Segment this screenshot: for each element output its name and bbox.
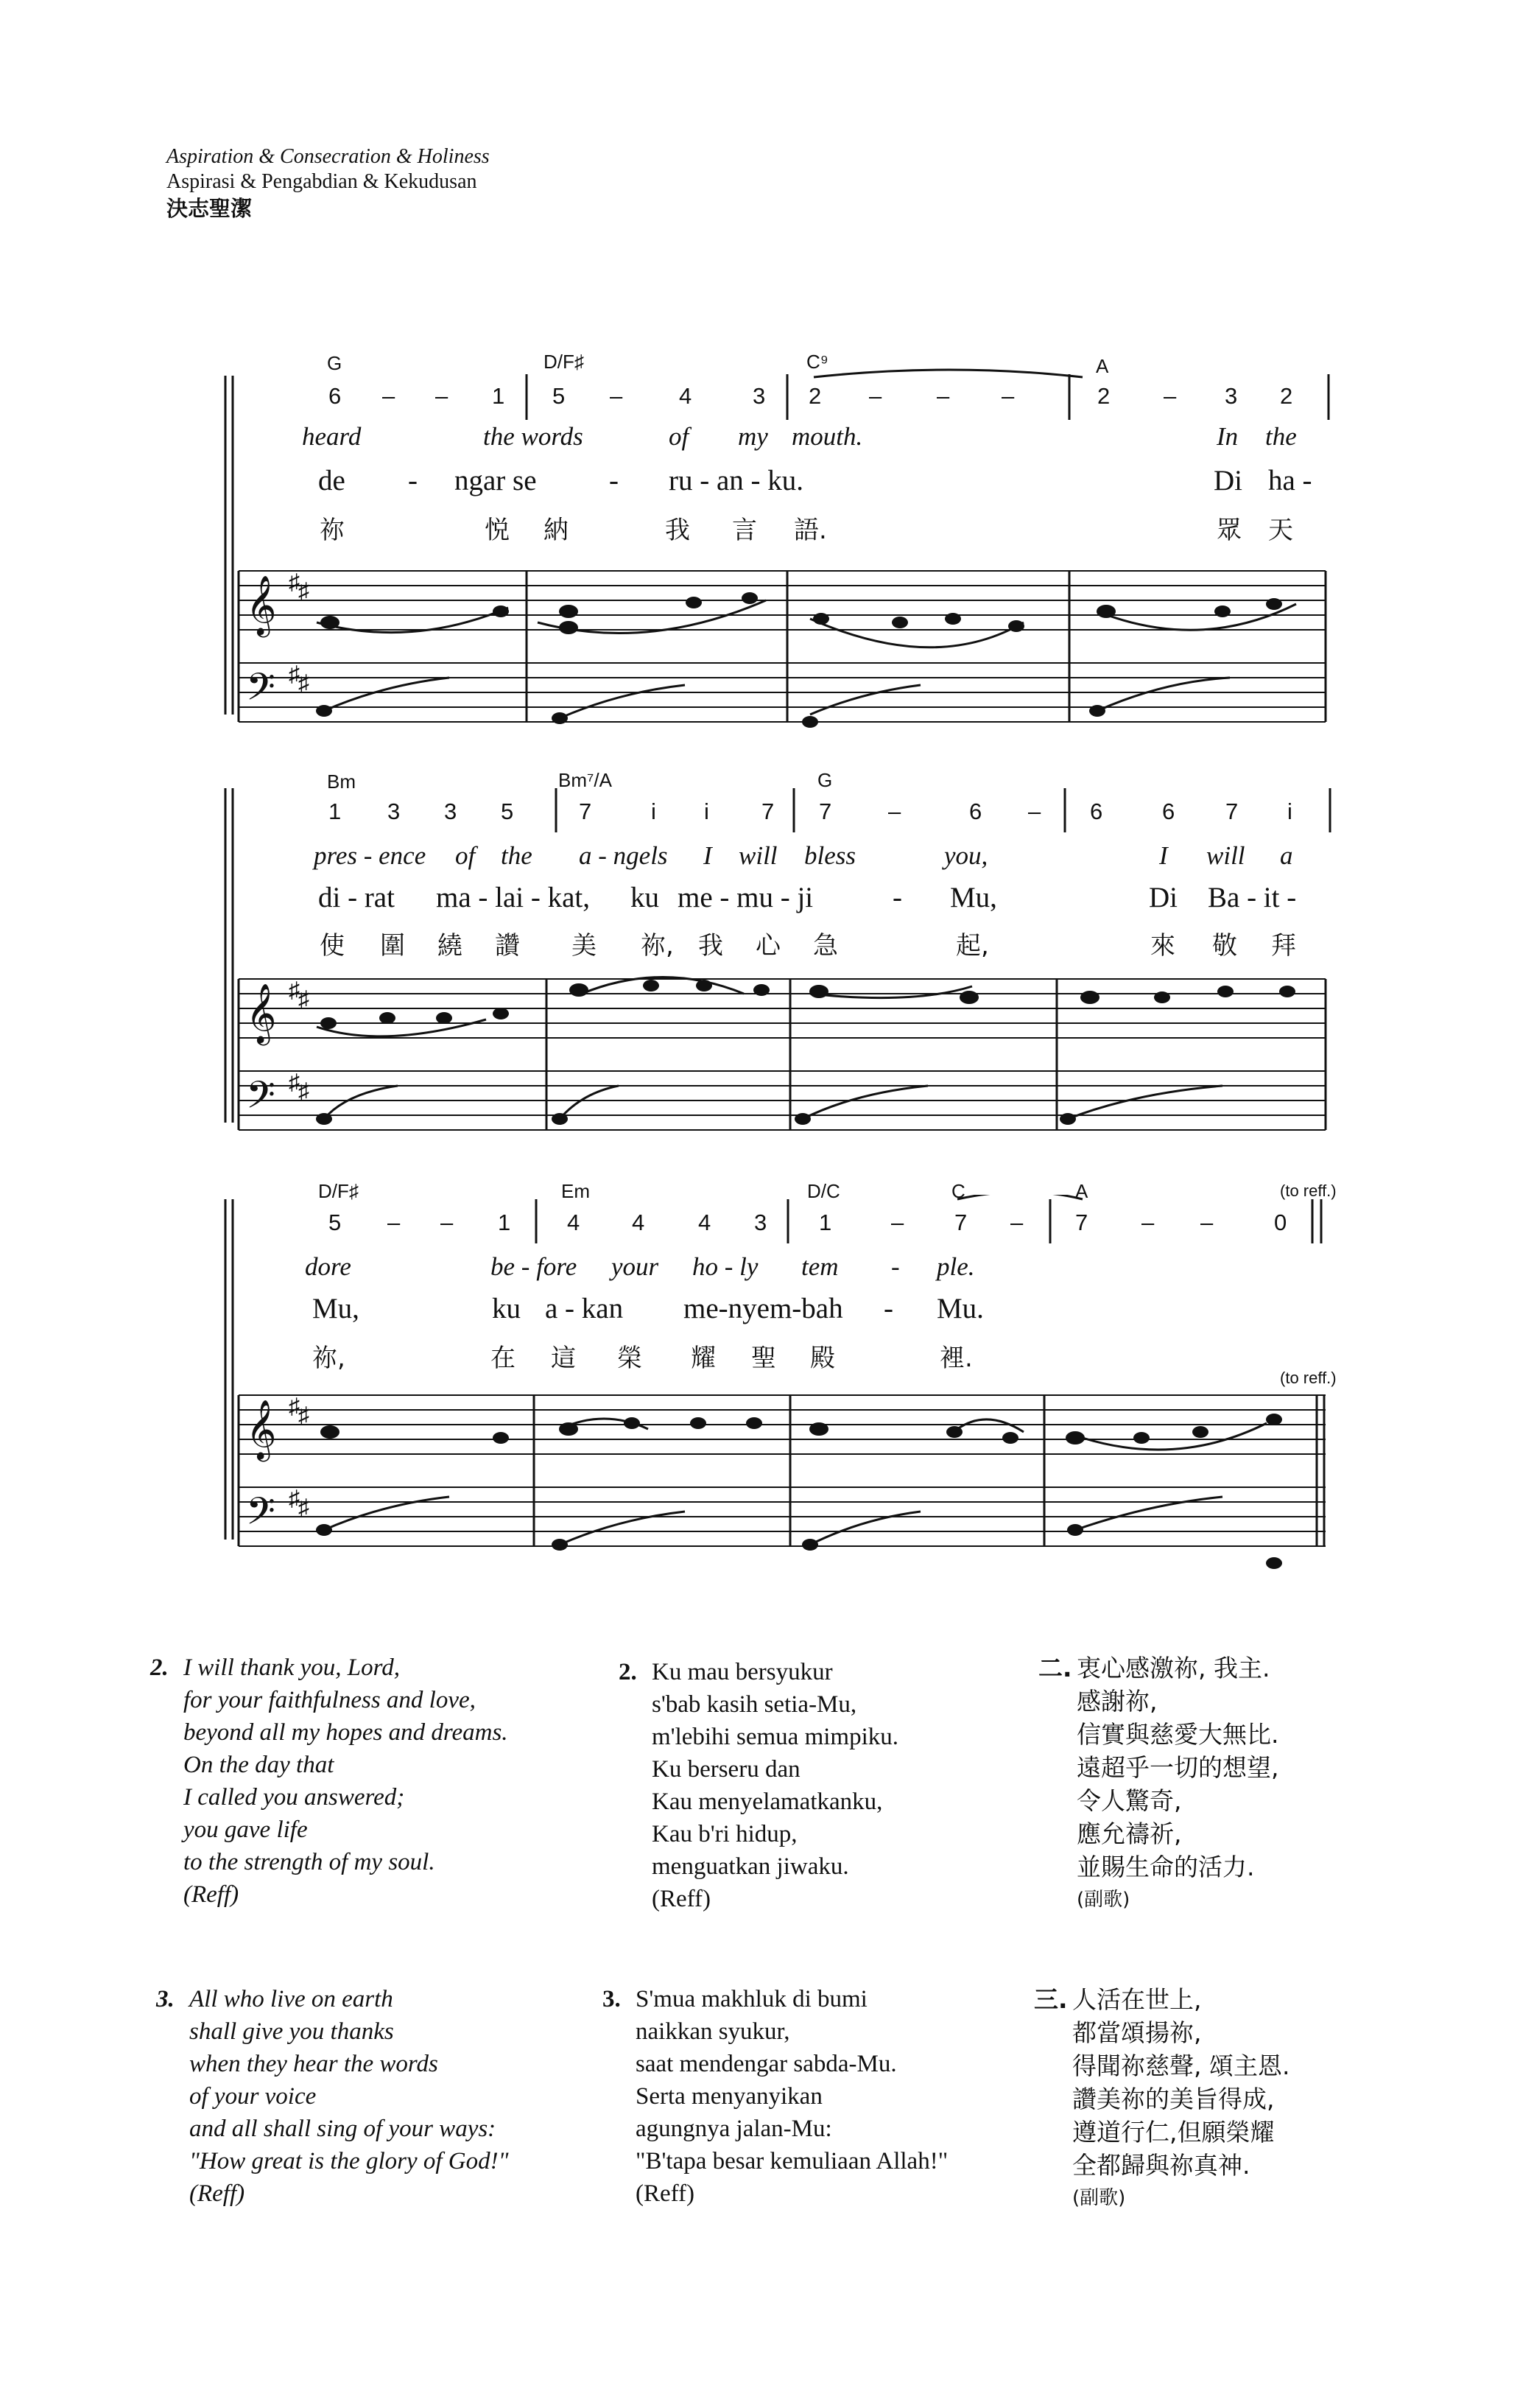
lyric-indonesian: ku — [630, 882, 659, 913]
lyric-english: In — [1217, 422, 1239, 451]
svg-text:𝄢: 𝄢 — [246, 664, 275, 718]
lyric-chinese: 聖 — [751, 1344, 776, 1373]
verse-3-english — [156, 1983, 508, 2210]
lyric-chinese: 敬 — [1212, 931, 1237, 961]
verse-number: 3. — [602, 1986, 621, 2012]
lyric-chinese: 祢, — [641, 931, 674, 961]
verse-3-chinese — [1034, 1983, 1289, 2215]
lyric-indonesian: di - rat — [318, 882, 395, 913]
chord: Bm — [327, 771, 356, 793]
lyric-indonesian: me-nyem-bah — [683, 1293, 843, 1324]
numbered-note: 7 — [761, 798, 775, 824]
chord: A — [1075, 1180, 1088, 1202]
lyric-indonesian: ha - — [1268, 465, 1312, 496]
numbered-note: 1 — [498, 1210, 511, 1235]
lyric-indonesian: Mu, — [950, 882, 997, 913]
numbered-note: 3 — [753, 383, 766, 409]
lyric-chinese: 使 — [320, 931, 345, 961]
verse-line: for your faithfulness and love, — [183, 1687, 476, 1713]
numbered-note: – — [1028, 798, 1041, 824]
to-refrain-mark: (to reff.) — [1280, 1369, 1337, 1387]
svg-text:𝄞: 𝄞 — [246, 983, 277, 1043]
numbered-note: 7 — [579, 798, 592, 824]
lyric-english: a - ngels — [579, 841, 668, 870]
verse-line: I called you answered; — [183, 1784, 405, 1811]
verse-line: beyond all my hopes and dreams. — [183, 1719, 508, 1746]
verse-line: (Reff) — [183, 1881, 239, 1908]
verse-number: 三. — [1034, 1985, 1068, 2014]
lyric-english: - — [891, 1252, 900, 1281]
lyric-english: I — [1159, 841, 1168, 870]
lyric-english: heard — [302, 422, 362, 451]
numbered-note: – — [435, 383, 448, 409]
numbered-note: – — [1200, 1210, 1214, 1235]
lyric-chinese: 殿 — [810, 1344, 835, 1373]
lyric-indonesian: a - kan — [545, 1293, 624, 1324]
verse-line: (Reff) — [189, 2180, 245, 2207]
lyric-english: ho - ly — [692, 1252, 759, 1281]
lyric-english: of — [455, 841, 476, 870]
lyric-indonesian: ma - lai - kat, — [436, 882, 590, 913]
verse-line: agungnya jalan-Mu: — [636, 2116, 832, 2142]
lyric-indonesian: de — [318, 465, 345, 496]
verse-line: Serta menyanyikan — [636, 2083, 823, 2110]
chord: D/C — [807, 1180, 840, 1202]
lyric-chinese: 耀 — [691, 1344, 716, 1373]
verse-line: Kau menyelamatkanku, — [652, 1789, 883, 1815]
lyric-english: tem — [801, 1252, 839, 1281]
numbered-note: 1 — [328, 798, 342, 824]
chord: A — [1096, 355, 1109, 377]
verse-line: All who live on earth — [189, 1986, 393, 2012]
verse-line: to the strength of my soul. — [183, 1849, 435, 1875]
lyric-chinese: 在 — [490, 1344, 516, 1373]
svg-text:𝄞: 𝄞 — [246, 1399, 277, 1459]
verse-line: of your voice — [189, 2083, 317, 2110]
svg-text:𝄞: 𝄞 — [246, 575, 277, 635]
numbered-note: 6 — [1162, 798, 1175, 824]
svg-text:♯: ♯ — [298, 1079, 309, 1103]
refrain-note: (副歌) — [1072, 2187, 1126, 2209]
numbered-note: 7 — [1075, 1210, 1088, 1235]
lyric-english: you, — [944, 841, 988, 870]
verse-line: I will thank you, Lord, — [183, 1654, 400, 1681]
chord: C — [951, 1180, 965, 1202]
chord: G — [817, 769, 833, 791]
lyric-english: your — [611, 1252, 659, 1281]
lyric-chinese: 心 — [756, 931, 781, 961]
verse-line: (Reff) — [652, 1886, 711, 1912]
lyric-chinese: 榮 — [617, 1344, 642, 1373]
lyric-english: of — [669, 422, 689, 451]
svg-text:♯: ♯ — [289, 978, 300, 1003]
chord: C⁹ — [806, 351, 828, 373]
verse-line: menguatkan jiwaku. — [652, 1853, 849, 1880]
lyric-indonesian: Mu, — [312, 1293, 359, 1324]
lyric-chinese: 我 — [698, 931, 723, 961]
svg-text:♯: ♯ — [289, 662, 300, 687]
lyric-chinese: 語. — [794, 516, 827, 545]
verse-line: (Reff) — [636, 2180, 695, 2207]
numbered-note: 6 — [328, 383, 342, 409]
svg-text:𝄢: 𝄢 — [246, 1489, 275, 1542]
verse-line: 全都歸與祢真神. — [1072, 2151, 1250, 2180]
verse-line: "B'tapa besar kemuliaan Allah!" — [636, 2148, 949, 2174]
lyric-chinese: 急 — [813, 931, 838, 961]
chord: Bm⁷/A — [558, 769, 612, 791]
verse-2-chinese — [1038, 1651, 1279, 1917]
verse-line: 信實與慈愛大無比. — [1077, 1720, 1279, 1749]
lyric-indonesian: Ba - it - — [1208, 882, 1297, 913]
lyric-chinese: 圍 — [380, 931, 405, 961]
verse-line: naikkan syukur, — [636, 2018, 790, 2045]
numbered-note: 7 — [819, 798, 832, 824]
numbered-note: – — [1164, 383, 1177, 409]
lyric-chinese: 言 — [732, 516, 757, 545]
lyric-chinese: 來 — [1150, 931, 1175, 961]
verse-line: Kau b'ri hidup, — [652, 1821, 798, 1847]
svg-text:♯: ♯ — [298, 671, 309, 695]
verse-line: 讚美祢的美旨得成, — [1072, 2085, 1275, 2113]
lyric-chinese: 拜 — [1271, 931, 1296, 961]
lyric-chinese: 裡. — [940, 1344, 973, 1373]
svg-text:♯: ♯ — [298, 987, 309, 1011]
lyric-indonesian: - — [893, 882, 902, 913]
lyric-indonesian: Di — [1214, 465, 1242, 496]
numbered-note: 1 — [492, 383, 505, 409]
lyric-chinese: 悦 — [485, 516, 510, 545]
lyric-indonesian: ru - an - ku. — [669, 465, 804, 496]
verse-line: 得聞祢慈聲, 頌主恩. — [1072, 2051, 1290, 2080]
chord: D/F♯ — [318, 1180, 359, 1202]
lyric-english: ple. — [937, 1252, 975, 1281]
numbered-note: – — [888, 798, 901, 824]
numbered-note: – — [610, 383, 623, 409]
lyric-english: be - fore — [490, 1252, 577, 1281]
verse-line: Ku mau bersyukur — [652, 1659, 833, 1685]
chord: D/F♯ — [543, 351, 584, 373]
svg-text:♯: ♯ — [289, 570, 300, 594]
lyric-indonesian: Di — [1149, 882, 1178, 913]
svg-text:♯: ♯ — [298, 1403, 309, 1428]
numbered-note: – — [440, 1210, 454, 1235]
numbered-note: – — [1141, 1210, 1155, 1235]
lyric-chinese: 這 — [551, 1344, 576, 1373]
numbered-note: 7 — [1225, 798, 1239, 824]
category-english: Aspiration & Consecration & Holiness — [166, 145, 490, 168]
lyric-indonesian: ku — [492, 1293, 521, 1324]
numbered-note: 2 — [1280, 383, 1293, 409]
verse-number: 3. — [156, 1986, 175, 2012]
verse-line: saat mendengar sabda-Mu. — [636, 2051, 897, 2077]
verse-number: 2. — [619, 1659, 637, 1685]
verse-line: s'bab kasih setia-Mu, — [652, 1691, 857, 1718]
to-refrain-mark: (to reff.) — [1280, 1182, 1337, 1200]
numbered-note: 3 — [1225, 383, 1238, 409]
numbered-note: – — [1002, 383, 1015, 409]
verse-3-indonesian — [602, 1983, 948, 2210]
chord: G — [327, 352, 342, 374]
verse-line: 遠超乎一切的想望, — [1077, 1753, 1279, 1782]
numbered-note: 6 — [1090, 798, 1103, 824]
lyric-chinese: 祢 — [320, 516, 345, 545]
verse-line: 人活在世上, — [1072, 1985, 1202, 2014]
lyric-chinese: 起, — [956, 931, 989, 961]
svg-text:♯: ♯ — [289, 1394, 300, 1419]
lyric-english: will — [739, 841, 778, 870]
verse-line: "How great is the glory of God!" — [189, 2148, 509, 2174]
verse-line: 都當頌揚祢, — [1072, 2018, 1202, 2047]
svg-text:♯: ♯ — [298, 579, 309, 603]
category-chinese: 決志聖潔 — [166, 196, 253, 221]
lyric-english: mouth. — [792, 422, 863, 451]
verse-line: you gave life — [183, 1816, 308, 1843]
numbered-note: 4 — [679, 383, 692, 409]
lyric-chinese: 讚 — [495, 931, 520, 961]
numbered-note: 6 — [969, 798, 982, 824]
numbered-note: 2 — [1097, 383, 1111, 409]
lyric-chinese: 美 — [571, 931, 597, 961]
verse-line: and all shall sing of your ways: — [189, 2116, 496, 2142]
lyric-english: dore — [305, 1252, 351, 1281]
verse-line: 並賜生命的活力. — [1077, 1853, 1255, 1881]
lyric-indonesian: - — [408, 465, 418, 496]
chord: Em — [561, 1180, 590, 1202]
svg-text:♯: ♯ — [289, 1486, 300, 1511]
numbered-note: – — [1010, 1210, 1024, 1235]
lyric-english: pres - ence — [314, 841, 426, 870]
svg-text:♯: ♯ — [298, 1495, 309, 1520]
svg-text:𝄢: 𝄢 — [246, 1073, 275, 1126]
lyric-english: the — [501, 841, 532, 870]
numbered-note: 1 — [819, 1210, 832, 1235]
category-indonesian: Aspirasi & Pengabdian & Kekudusan — [166, 170, 477, 193]
numbered-note: 5 — [552, 383, 566, 409]
svg-text:♯: ♯ — [289, 1070, 300, 1095]
verse-line: 感謝祢, — [1077, 1687, 1158, 1716]
verse-number: 2. — [150, 1654, 169, 1681]
numbered-note: – — [937, 383, 950, 409]
numbered-note: 4 — [632, 1210, 645, 1235]
lyric-indonesian: me - mu - ji — [678, 882, 814, 913]
staff-system-3 — [0, 1195, 1520, 1578]
lyric-indonesian: ngar se — [454, 465, 537, 496]
lyric-english: a — [1280, 841, 1293, 870]
numbered-note: 5 — [501, 798, 514, 824]
numbered-note: 3 — [754, 1210, 767, 1235]
numbered-note: – — [387, 1210, 401, 1235]
lyric-chinese: 眾 — [1217, 516, 1242, 545]
numbered-note: i — [651, 798, 656, 824]
verse-number: 二. — [1038, 1654, 1072, 1682]
verse-line: 衷心感激祢, 我主. — [1077, 1654, 1270, 1682]
staff-system-2 — [0, 784, 1520, 1152]
numbered-note: 3 — [387, 798, 401, 824]
verse-line: m'lebihi semua mimpiku. — [652, 1724, 898, 1750]
verse-line: S'mua makhluk di bumi — [636, 1986, 868, 2012]
staff-system-1 — [0, 368, 1520, 737]
numbered-note: 0 — [1274, 1210, 1287, 1235]
verse-line: when they hear the words — [189, 2051, 438, 2077]
verse-2-english — [150, 1651, 508, 1911]
verse-line: 令人驚奇, — [1077, 1786, 1182, 1815]
verse-line: On the day that — [183, 1752, 334, 1778]
refrain-note: (副歌) — [1077, 1889, 1130, 1911]
numbered-note: – — [382, 383, 395, 409]
numbered-note: i — [704, 798, 709, 824]
lyric-english: I — [703, 841, 712, 870]
lyric-indonesian: - — [884, 1293, 893, 1324]
verse-line: Ku berseru dan — [652, 1756, 801, 1783]
lyric-english: my — [738, 422, 768, 451]
numbered-note: – — [869, 383, 882, 409]
verse-line: 遵道行仁,但願榮耀 — [1072, 2118, 1275, 2147]
lyric-chinese: 繞 — [437, 931, 462, 961]
lyric-chinese: 我 — [665, 516, 690, 545]
numbered-note: 7 — [954, 1210, 968, 1235]
lyric-indonesian: Mu. — [937, 1293, 984, 1324]
lyric-chinese: 納 — [543, 516, 569, 545]
lyric-chinese: 天 — [1268, 516, 1293, 545]
lyric-indonesian: - — [609, 465, 619, 496]
verse-line: shall give you thanks — [189, 2018, 394, 2045]
numbered-note: 4 — [567, 1210, 580, 1235]
lyric-chinese: 祢, — [312, 1344, 345, 1373]
numbered-note: – — [891, 1210, 904, 1235]
verse-2-indonesian — [619, 1656, 898, 1915]
lyric-english: the — [1265, 422, 1297, 451]
numbered-note: 3 — [444, 798, 457, 824]
lyric-english: will — [1206, 841, 1245, 870]
verse-line: 應允禱祈, — [1077, 1819, 1182, 1848]
lyric-english: the words — [483, 422, 583, 451]
numbered-note: i — [1287, 798, 1292, 824]
numbered-note: 5 — [328, 1210, 342, 1235]
numbered-note: 2 — [809, 383, 822, 409]
lyric-english: bless — [804, 841, 856, 870]
numbered-note: 4 — [698, 1210, 711, 1235]
